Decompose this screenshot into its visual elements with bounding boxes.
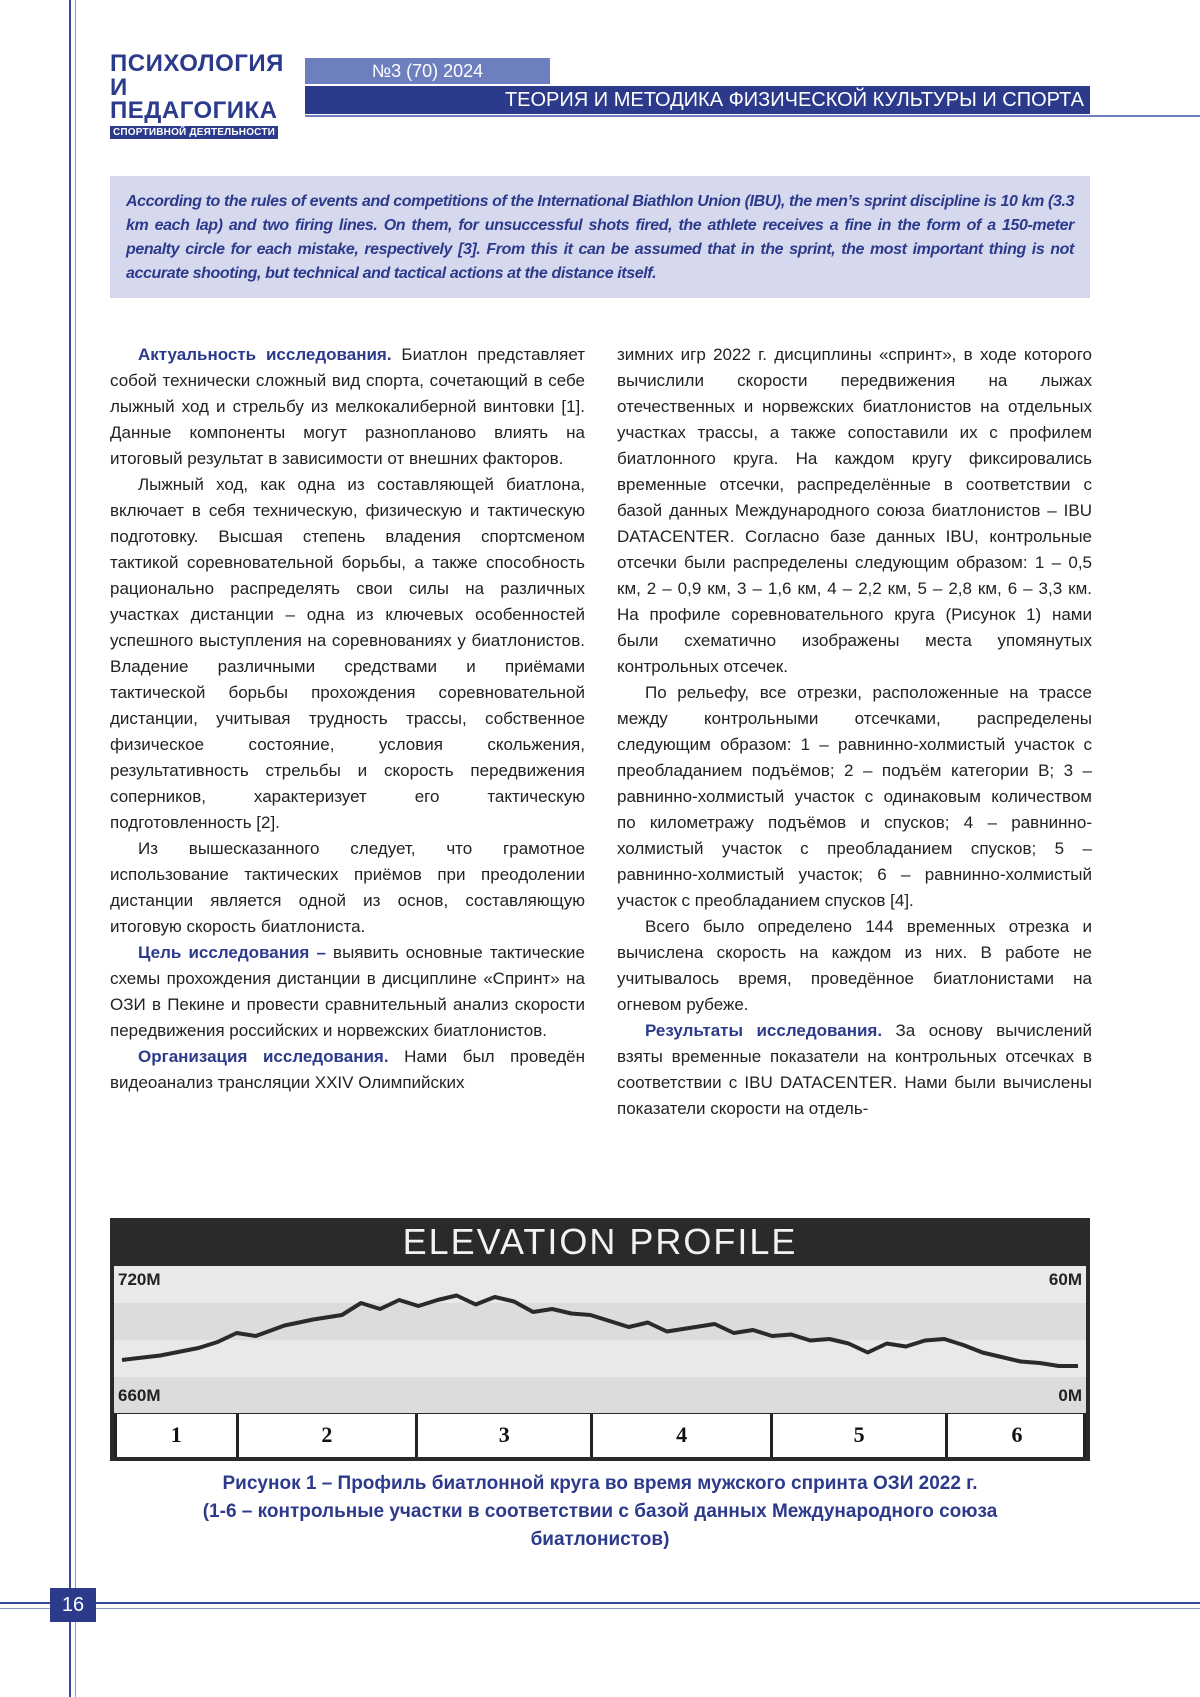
- heading-results: Результаты исследования.: [645, 1021, 883, 1040]
- paragraph-segments-count: Всего было определено 144 временных отрезка и вычислена скорость на каждом из них. В работе не учитывалось время, проведённое биатлонистами на огневом рубеже.: [617, 917, 1092, 1014]
- paragraph-results: [617, 1018, 1092, 1122]
- paragraph-relevance: [110, 342, 585, 472]
- paragraph-conclusion: Из вышесказанного следует, что грамотное использование тактических приёмов при преодолении дистанции является одной из основ, составляющую итоговую скорость биатлониста.: [110, 839, 585, 936]
- y-right-bottom-label: 0M: [1058, 1386, 1082, 1405]
- paragraph-goal: [110, 940, 585, 1044]
- plot-band: [114, 1266, 1086, 1303]
- figure-plot-area: [114, 1266, 1086, 1413]
- segment-cell-5: [770, 1414, 945, 1457]
- frame-vertical-line: [69, 0, 71, 1697]
- logo-line-3: СПОРТИВНОЙ ДЕЯТЕЛЬНОСТИ: [110, 126, 278, 139]
- issue-number: №3 (70) 2024: [305, 58, 550, 84]
- heading-relevance: Актуальность исследования.: [138, 345, 392, 364]
- paragraph-ski: Лыжный ход, как одна из составляющей биатлона, включает в себя техническую, физическую и тактическую подготовку. Высшая степень владения спортсменом тактикой соревновательной борьбы, а также способность рационально распределять свои силы на различных участках дистанции – одна из ключевых особенностей успешного выступления на соревнованиях у биатлонистов. Владение различными средствами и приёмами тактической борьбы прохождения соревновательной дистанции, учитывая трудность трассы, собственное физическое состояние, условия скольжения, результативность стрельбы и скорость передвижения соперников, характеризует его тактическую подготовленность [2].: [110, 475, 585, 832]
- paragraph-relief: По рельефу, все отрезки, расположенные на трассе между контрольными отсечками, распределены следующим образом: 1 – равнинно-холмистый участок с преобладанием подъёмов; 2 – подъём категории B; 3 – равнинно-холмистый участок с одинаковым количеством по километражу подъёмов и спусков; 4 – равнинно-холмистый участок с преобладанием спусков; 5 – равнинно-холмистый участок; 6 – равнинно-холмистый участок с преобладанием спусков [4].: [617, 683, 1092, 910]
- segment-number: 2: [321, 1422, 333, 1447]
- text-goal: выявить основные тактические схемы прохождения дистанции в дисциплине «Спринт» на ОЗИ в Пекине и провести сравнительный анализ скорости передвижения российских и норвежских биатлонистов.: [110, 943, 585, 1040]
- frame-horizontal-line-thin: [0, 1608, 1200, 1609]
- logo-line-1: ПСИХОЛОГИЯ: [110, 50, 284, 77]
- y-top-label: 720M: [118, 1270, 161, 1289]
- elevation-profile-figure: [110, 1218, 1090, 1461]
- segment-strip: [114, 1414, 1086, 1457]
- y-right-top-label: 60M: [1048, 1270, 1082, 1289]
- segment-cell-2: [236, 1414, 416, 1457]
- segment-number: 1: [170, 1422, 182, 1447]
- segment-cell-4: [590, 1414, 770, 1457]
- segment-number: 6: [1011, 1422, 1023, 1447]
- caption-line-1: Рисунок 1 – Профиль биатлонной круга во время мужского спринта ОЗИ 2022 г.: [222, 1473, 978, 1494]
- section-title-bar: [305, 86, 1090, 114]
- segment-end-line: [1083, 1414, 1086, 1457]
- logo-line-2: И ПЕДАГОГИКА: [110, 74, 278, 124]
- segment-number: 4: [676, 1422, 688, 1447]
- text-organization: Нами был проведён видеоанализ трансляции XXIV Олимпийских: [110, 1047, 585, 1092]
- segment-cell-3: [415, 1414, 590, 1457]
- section-title: ТЕОРИЯ И МЕТОДИКА ФИЗИЧЕСКОЙ КУЛЬТУРЫ И СПОРТА: [504, 89, 1084, 111]
- y-bottom-label: 660M: [118, 1386, 161, 1405]
- frame-horizontal-line: [0, 1602, 1200, 1604]
- page-number: 16: [50, 1588, 96, 1622]
- text-relevance: Биатлон представляет собой технически сложный вид спорта, сочетающий в себе лыжный ход и стрельбу из мелкокалиберной винтовки [1]. Данные компоненты могут разнопланово влиять на итоговый результат в зависимости от внешних факторов.: [110, 345, 585, 468]
- right-column: [617, 342, 1092, 1122]
- caption-line-2: (1-6 – контрольные участки в соответствии с базой данных Международного союза: [202, 1501, 998, 1522]
- left-column: [110, 342, 585, 1096]
- abstract-box: According to the rules of events and competitions of the International Biathlon Union (IBU), the men’s sprint discipline is 10 km (3.3 km each lap) and two firing lines. On them, for unsuccessful shots fired, the athlete receives a fine in the form of a 150-meter penalty circle for each mistake, respectively [3]. From this it can be assumed that in the sprint, the most important thing is not accurate shooting, but technical and tactical actions at the distance itself.: [110, 176, 1090, 298]
- segment-cell-1: [114, 1414, 236, 1457]
- header-rule: [305, 115, 1200, 117]
- heading-goal: Цель исследования –: [138, 943, 326, 962]
- paragraph-continuation: зимних игр 2022 г. дисциплины «спринт», в ходе которого вычислили скорости передвижения на лыжах отечественных и норвежских биатлонистов на отдельных участках трассы, а также сопоставили их с профилем биатлонного круга. На каждом кругу фиксировались временные отсечки, распределённые в соответствии с базой данных Международного союза биатлонистов – IBU DATACENTER. Согласно базе данных IBU, контрольные отсечки были распределены следующим образом: 1 – 0,5 км, 2 – 0,9 км, 3 – 1,6 км, 4 – 2,2 км, 5 – 2,8 км, 6 – 3,3 км. На профиле соревновательного круга (Рисунок 1) нами были схематично изображены места упомянутых контрольных отсечек.: [617, 345, 1092, 676]
- segment-number: 5: [853, 1422, 865, 1447]
- paragraph-organization: [110, 1044, 585, 1096]
- heading-organization: Организация исследования.: [138, 1047, 389, 1066]
- segment-number: 3: [498, 1422, 510, 1447]
- figure-title: ELEVATION PROFILE: [402, 1221, 798, 1262]
- segment-cell-6: [945, 1414, 1086, 1457]
- plot-band: [114, 1377, 1086, 1413]
- figure-caption: [110, 1470, 1090, 1554]
- journal-logo: [110, 52, 290, 140]
- elevation-chart-svg: [114, 1266, 1086, 1413]
- text-results: За основу вычислений взяты временные показатели на контрольных отсечках в соответствии с IBU DATACENTER. Нами были вычислены показатели скорости на отдель-: [617, 1021, 1092, 1118]
- caption-line-3: биатлонистов): [530, 1529, 670, 1550]
- frame-vertical-line-thin: [75, 0, 76, 1697]
- plot-band: [114, 1340, 1086, 1377]
